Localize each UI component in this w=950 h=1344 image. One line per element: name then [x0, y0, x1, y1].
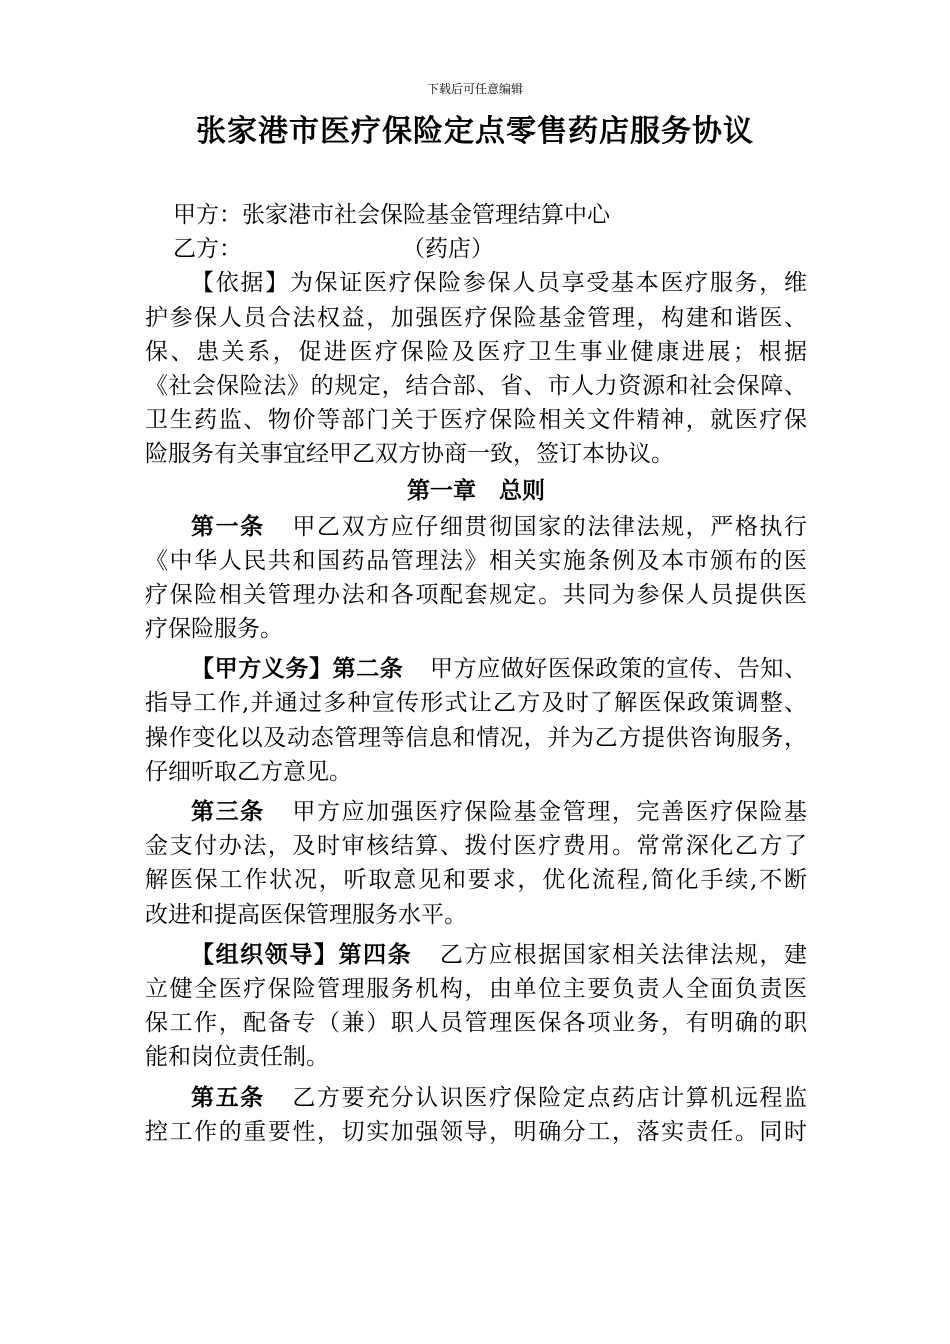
party-b-line: [145, 232, 807, 266]
article-2-label: 第二条: [332, 655, 404, 683]
article-1-line: 《中华人民共和国药品管理法》相关实施条例及本市颁布的医: [145, 547, 807, 574]
article-3-line: 解医保工作状况，听取意见和要求，优化流程,简化手续,不断: [145, 867, 807, 894]
basis-line: 护参保人员合法权益，加强医疗保险基金管理，构建和谐医、: [145, 304, 807, 331]
chapter-heading: 第一章 总则: [407, 476, 545, 504]
article-3-label: 第三条: [191, 798, 265, 825]
article-2-line: 仔细听取乙方意见。: [145, 758, 352, 785]
article-1-label: 第一条: [191, 512, 265, 540]
article-5-line: [145, 1081, 807, 1115]
article-1-line: 疗保险服务。: [145, 616, 283, 643]
article-1-line: [145, 510, 807, 544]
basis-line: 《社会保险法》的规定，结合部、省、市人力资源和社会保障、: [145, 372, 807, 399]
basis-line: [145, 266, 807, 300]
party-b-label: 乙方：: [173, 236, 242, 263]
article-2-text: 甲方应做好医保政策的宣传、告知、: [429, 656, 807, 683]
article-4-line: 能和岗位责任制。: [145, 1044, 329, 1071]
article-1-line: 疗保险相关管理办法和各项配套规定。共同为参保人员提供医: [145, 581, 807, 608]
article-4-label: 第四条: [338, 940, 413, 968]
article-2-line: 指导工作,并通过多种宣传形式让乙方及时了解医保政策调整、: [145, 690, 807, 717]
document-body: [145, 198, 807, 1149]
article-4-text: 乙方应根据国家相关法律法规，建: [438, 941, 807, 968]
article-2-section: 【甲方义务】: [191, 655, 333, 683]
basis-text: 为保证医疗保险参保人员享受基本医疗服务，维: [289, 270, 807, 297]
basis-line: 卫生药监、物价等部门关于医疗保险相关文件精神，就医疗保: [145, 407, 807, 434]
article-5-label: 第五条: [191, 1083, 265, 1111]
article-3-line: [145, 795, 807, 829]
header-note: 下载后可任意编辑: [426, 82, 523, 96]
party-a-line: 甲方：张家港市社会保险基金管理结算中心: [173, 202, 610, 228]
basis-label: 【依据】: [191, 270, 290, 297]
document-title: 张家港市医疗保险定点零售药店服务协议: [196, 114, 754, 149]
article-3-line: 金支付办法，及时审核结算、拨付医疗费用。常常深化乙方了: [145, 833, 807, 860]
article-4-line: 立健全医疗保险管理服务机构，由单位主要负责人全面负责医: [145, 975, 807, 1002]
article-2-line: [145, 652, 807, 686]
article-5-line: 控工作的重要性，切实加强领导，明确分工，落实责任。同时: [145, 1118, 807, 1145]
article-3-line: 改进和提高医保管理服务水平。: [145, 901, 467, 928]
article-1-text: 甲乙双方应仔细贯彻国家的法律法规，严格执行: [290, 513, 807, 540]
basis-line: 保、患关系，促进医疗保险及医疗卫生事业健康进展；根据: [145, 338, 807, 365]
article-4-line: 保工作，配备专（兼）职人员管理医保各项业务，有明确的职: [145, 1010, 807, 1037]
article-2-line: 操作变化以及动态管理等信息和情况，并为乙方提供咨询服务，: [145, 724, 807, 751]
article-5-text: 乙方要充分认识医疗保险定点药店计算机远程监: [290, 1084, 807, 1111]
article-4-line: [145, 938, 807, 972]
article-3-text: 甲方应加强医疗保险基金管理，完善医疗保险基: [290, 799, 807, 825]
party-b-value: （药店）: [402, 236, 494, 263]
basis-line: 险服务有关事宜经甲乙双方协商一致，签订本协议。: [145, 441, 674, 468]
article-4-section: 【组织领导】: [191, 940, 339, 968]
